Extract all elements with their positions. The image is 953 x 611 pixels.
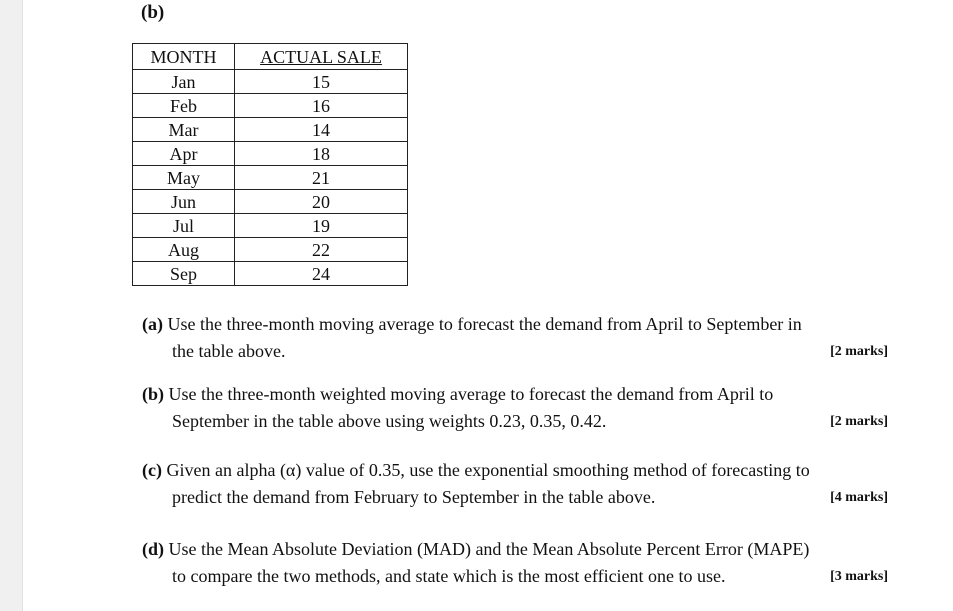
question-tag: (b) [142,384,164,404]
sale-cell: 24 [235,262,408,286]
month-cell: Mar [133,118,235,142]
marks-label: [4 marks] [830,490,888,505]
month-cell: Jun [133,190,235,214]
question-tag: (c) [142,460,162,480]
table-row [133,94,408,118]
table-row [133,142,408,166]
table-row [133,70,408,94]
question-b [142,381,892,435]
sale-cell: 18 [235,142,408,166]
month-cell: Feb [133,94,235,118]
table-row [133,190,408,214]
month-cell: Jul [133,214,235,238]
question-text-line1: Use the Mean Absolute Deviation (MAD) and the Mean Absolute Percent Error (MAPE) [168,539,810,559]
month-cell: May [133,166,235,190]
question-text-line1: Given an alpha (α) value of 0.35, use the exponential smoothing method of forecasting to [166,460,810,480]
marks-label: [3 marks] [830,569,888,584]
sale-cell: 14 [235,118,408,142]
column-header-month: MONTH [133,44,235,70]
table-header-row [133,44,408,70]
page-margin [0,0,23,611]
column-header-actual-sale: ACTUAL SALE [235,44,408,70]
question-text-line2: the table above. [172,341,286,361]
section-label: (b) [141,2,165,23]
question-tag: (d) [142,539,164,559]
question-c [142,457,892,511]
month-cell: Apr [133,142,235,166]
month-cell: Aug [133,238,235,262]
question-text-line1: Use the three-month weighted moving average to forecast the demand from April to [168,384,774,404]
sale-cell: 22 [235,238,408,262]
question-text-line2: predict the demand from February to September in the table above. [172,487,656,507]
table-row [133,166,408,190]
marks-label: [2 marks] [830,414,888,429]
sales-table [132,43,408,286]
table-row [133,118,408,142]
question-tag: (a) [142,314,163,334]
question-d [142,536,892,590]
question-a [142,311,892,365]
question-text-line2: September in the table above using weights 0.23, 0.35, 0.42. [172,411,607,431]
table-row [133,238,408,262]
sale-cell: 16 [235,94,408,118]
sale-cell: 21 [235,166,408,190]
table-row [133,214,408,238]
question-text-line1: Use the three-month moving average to forecast the demand from April to September in [167,314,802,334]
question-text-line2: to compare the two methods, and state which is the most efficient one to use. [172,566,726,586]
sale-cell: 15 [235,70,408,94]
month-cell: Jan [133,70,235,94]
month-cell: Sep [133,262,235,286]
sale-cell: 19 [235,214,408,238]
table-row [133,262,408,286]
sale-cell: 20 [235,190,408,214]
marks-label: [2 marks] [830,344,888,359]
